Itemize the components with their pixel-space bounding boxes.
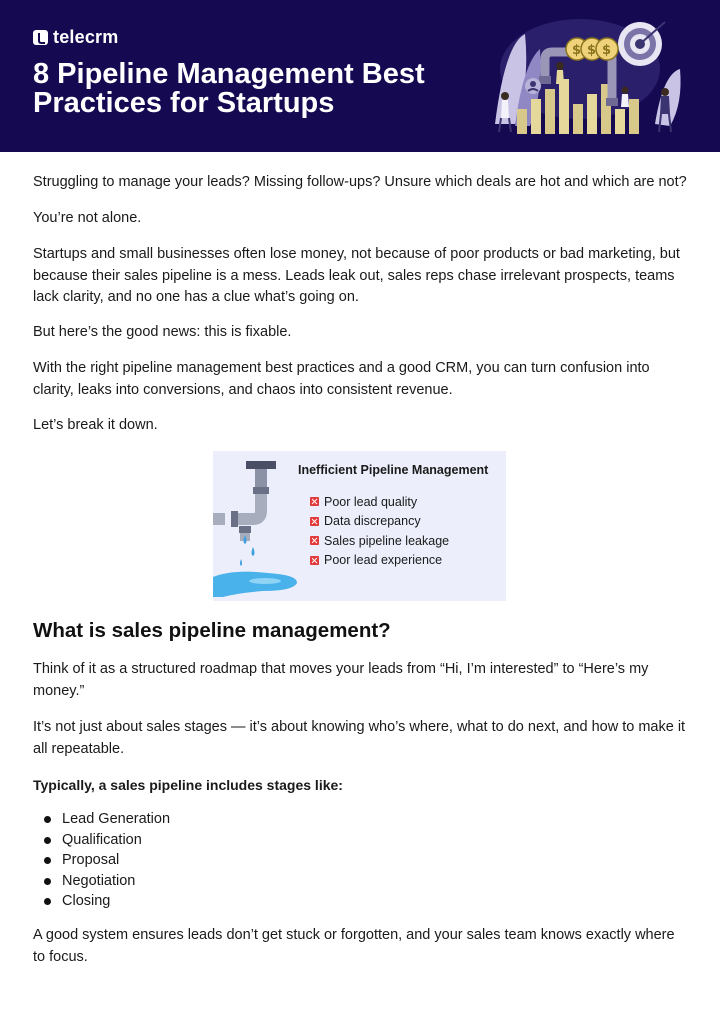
hero-illustration <box>485 14 690 139</box>
problem-label: Poor lead experience <box>324 553 443 568</box>
x-mark-icon <box>310 517 319 526</box>
closing-paragraph: A good system ensures leads don’t get stuck or forgotten, and your sales team knows exactly where to focus. <box>33 927 675 965</box>
svg-text:$: $ <box>587 43 597 58</box>
problem-label: Data discrepancy <box>324 514 421 529</box>
stage-item: Proposal <box>33 850 170 871</box>
svg-text:$: $ <box>572 43 582 58</box>
stage-item: Lead Generation <box>33 809 170 830</box>
inefficient-pipeline-infographic <box>213 451 506 601</box>
intro-paragraph: Struggling to manage your leads? Missing follow-ups? Unsure which deals are hot and which are not? <box>33 174 687 190</box>
stage-item: Negotiation <box>33 871 170 892</box>
intro-paragraph: Startups and small businesses often lose money, not because of poor products or bad marketing, but because their sales pipeline is a mess. Leads leak out, sales reps chase irrelevant prospects, teams lack clarity, and no one has a clue what’s going on. <box>33 246 680 305</box>
problem-item <box>310 492 449 512</box>
pipeline-stages-list <box>33 809 170 912</box>
intro-paragraph: But here’s the good news: this is fixable. <box>33 324 292 340</box>
svg-text:$: $ <box>602 43 612 58</box>
problem-label: Sales pipeline leakage <box>324 533 450 548</box>
x-mark-icon <box>310 536 319 545</box>
intro-paragraph: You’re not alone. <box>33 210 142 226</box>
intro-paragraph: Let’s break it down. <box>33 417 158 433</box>
problem-item <box>310 551 449 571</box>
problem-item <box>310 512 449 532</box>
brand-logo[interactable] <box>33 27 118 48</box>
x-mark-icon <box>310 497 319 506</box>
stage-item: Closing <box>33 891 170 912</box>
x-mark-icon <box>310 556 319 565</box>
intro-paragraph: With the right pipeline management best practices and a good CRM, you can turn confusion into clarity, leaks into conversions, and chaos into consistent revenue. <box>33 360 650 398</box>
page-title: 8 Pipeline Management Best Practices for Startups <box>33 58 425 119</box>
leaking-pipe-icon <box>213 451 308 601</box>
telecrm-logo-icon <box>33 30 48 45</box>
brand-name: telecrm <box>53 27 119 47</box>
section-paragraph: It’s not just about sales stages — it’s about knowing who’s where, what to do next, and how to make it all repeatable. <box>33 719 686 757</box>
stages-intro: Typically, a sales pipeline includes stages like: <box>33 777 343 793</box>
page-header <box>0 0 720 152</box>
section-heading: What is sales pipeline management? <box>33 619 391 642</box>
section-paragraph: Think of it as a structured roadmap that moves your leads from “Hi, I’m interested” to “Here’s my money.” <box>33 661 649 699</box>
problem-label: Poor lead quality <box>324 494 418 509</box>
problem-list <box>310 492 449 570</box>
problem-item <box>310 531 449 551</box>
infographic-title: Inefficient Pipeline Management <box>298 463 489 477</box>
stage-item: Qualification <box>33 830 170 851</box>
